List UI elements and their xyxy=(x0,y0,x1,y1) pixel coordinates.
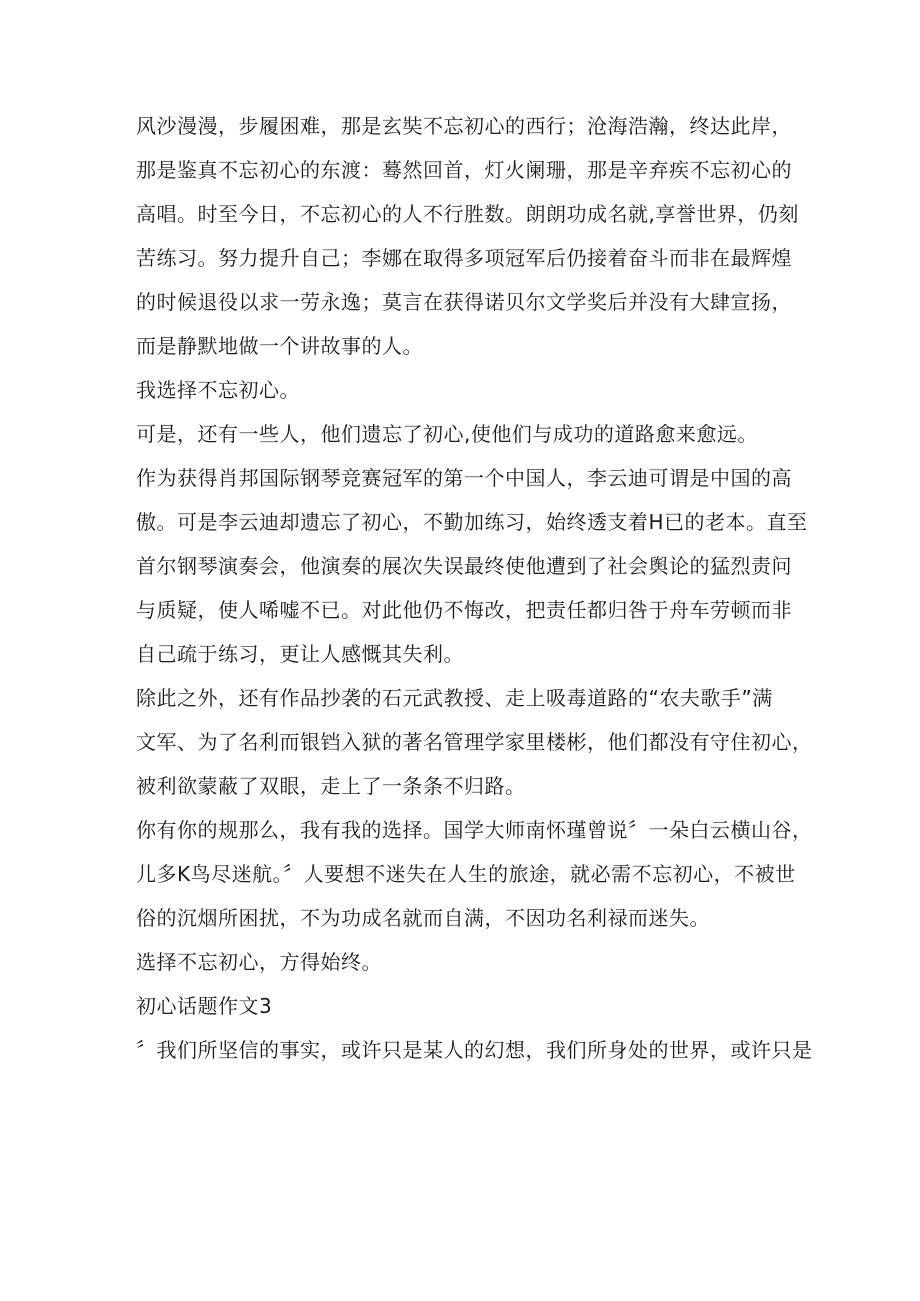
paragraph-line: 的时候退役以求一劳永逸；莫言在获得诺贝尔文学奖后并没有大肆宣扬， xyxy=(136,290,792,314)
paragraph-line: 高唱。时至今日，不忘初心的人不行胜数。朗朗功成名就,享誉世界，仍刻 xyxy=(136,202,799,226)
paragraph-line: 儿多K鸟尽迷航。〞人要想不迷失在人生的旅途，就必需不忘初心，不被世 xyxy=(136,862,796,886)
paragraph-line: 可是，还有一些人，他们遗忘了初心,使他们与成功的道路愈来愈远。 xyxy=(136,422,758,446)
paragraph-line: 与质疑，使人唏嘘不已。对此他仍不悔改，把责任都归咎于舟车劳顿而非 xyxy=(136,598,792,622)
paragraph-line: 除此之外，还有作品抄袭的石元武教授、走上吸毒道路的“农夫歌手”满 xyxy=(136,686,773,710)
paragraph-line: 文军、为了名利而银铛入狱的著名管理学家里楼彬，他们都没有守住初心， xyxy=(136,730,813,754)
paragraph-line: 被利欲蒙蔽了双眼，走上了一条条不归路。 xyxy=(136,774,526,798)
paragraph-line: 你有你的规那么，我有我的选择。国学大师南怀瑾曾说〞一朵白云横山谷， xyxy=(136,818,813,842)
paragraph-line: 自己疏于练习，更让人感慨其失利。 xyxy=(136,642,464,666)
paragraph-line: 俗的沉烟所困扰，不为功成名就而自满，不因功名利禄而迷失。 xyxy=(136,906,710,930)
paragraph-line: 作为获得肖邦国际钢琴竞赛冠军的第一个中国人，李云迪可谓是中国的高 xyxy=(136,466,792,490)
paragraph-line: 苦练习。努力提升自己；李娜在取得多项冠军后仍接着奋斗而非在最辉煌 xyxy=(136,246,792,270)
paragraph-line: 风沙漫漫，步履困难，那是玄奘不忘初心的西行；沧海浩瀚，终达此岸， xyxy=(136,114,792,138)
section-heading: 初心话题作文3 xyxy=(136,994,273,1018)
paragraph-line: 首尔钢琴演奏会，他演奏的展次失误最终使他遭到了社会舆论的猛烈责问 xyxy=(136,554,792,578)
document-page xyxy=(136,112,813,1065)
paragraph-line: 选择不忘初心，方得始终。 xyxy=(136,950,382,974)
paragraph-line: 〞我们所坚信的事实，或许只是某人的幻想，我们所身处的世界，或许只是 xyxy=(136,1038,813,1062)
paragraph-line: 而是静默地做一个讲故事的人。 xyxy=(136,334,423,358)
paragraph-line: 那是鉴真不忘初心的东渡：蓦然回首，灯火阑珊，那是辛弃疾不忘初心的 xyxy=(136,158,792,182)
paragraph-line: 我选择不忘初心。 xyxy=(136,378,300,402)
paragraph-line: 傲。可是李云迪却遗忘了初心，不勤加练习，始终透支着H已的老本。直至 xyxy=(136,510,808,534)
